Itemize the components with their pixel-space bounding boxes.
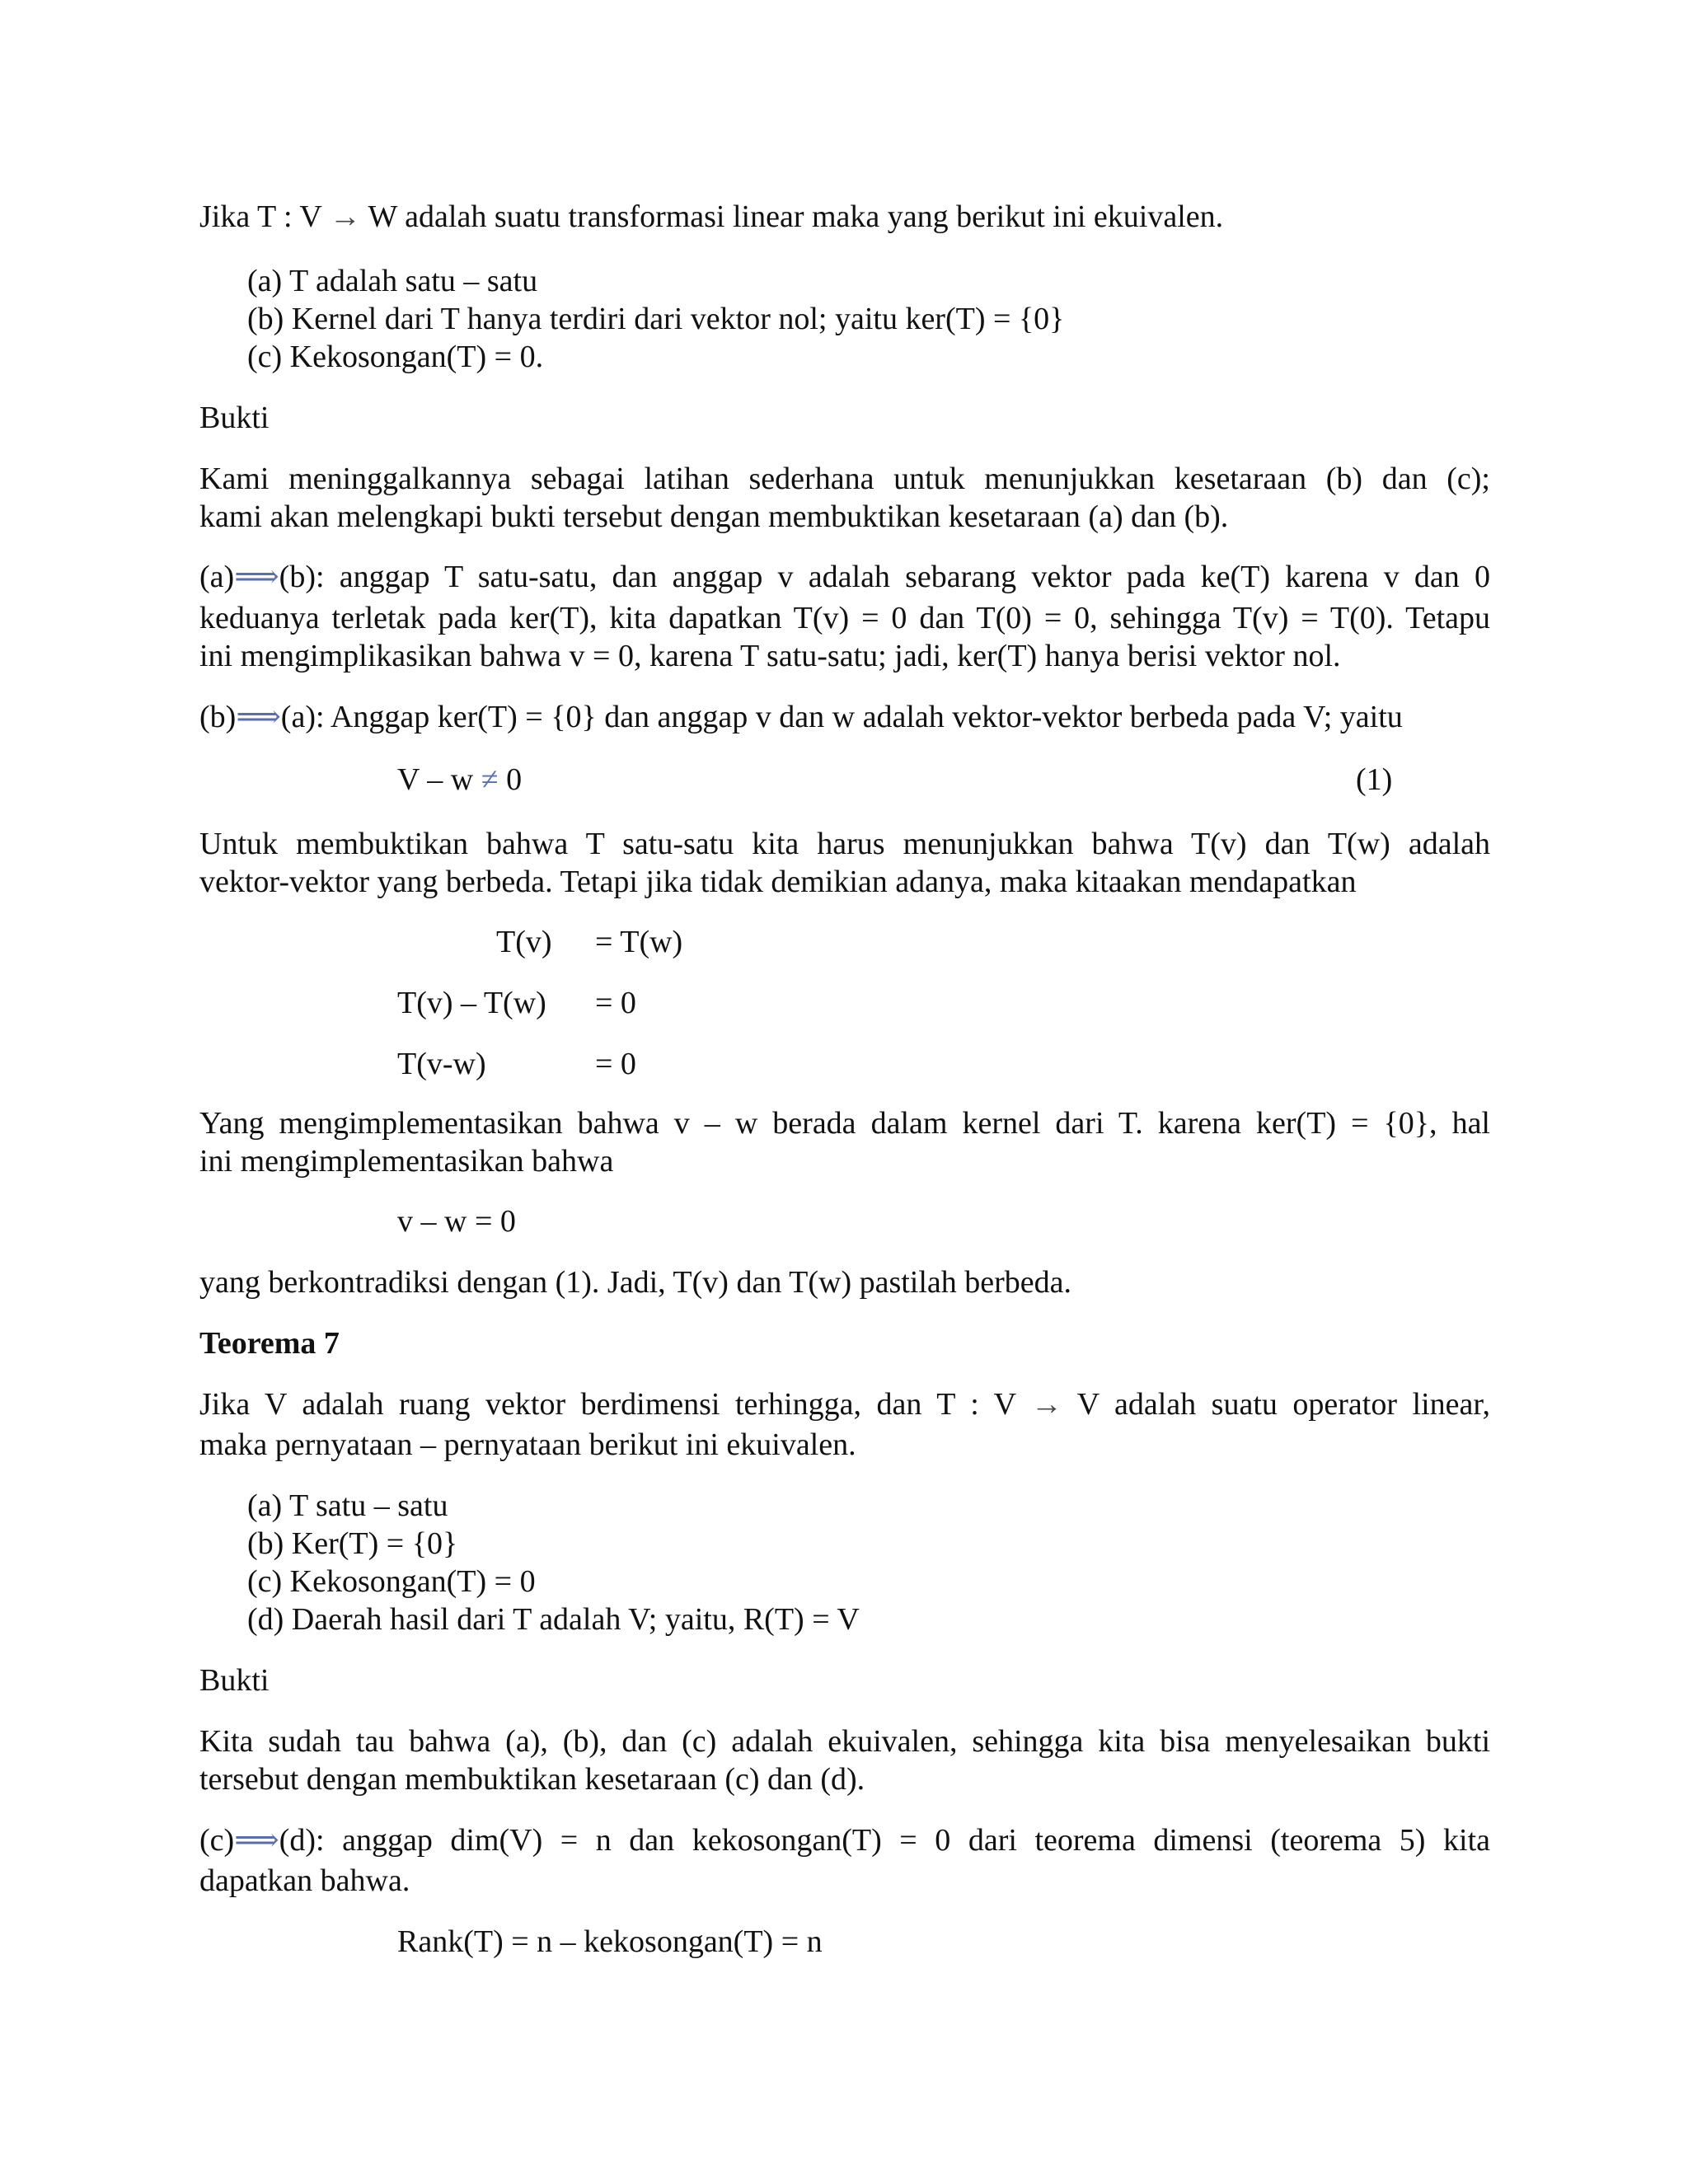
implies-symbol: ⟹ (234, 560, 279, 594)
paragraph-line: maka pernyataan – pernyataan berikut ini ekuivalen. (199, 1427, 856, 1462)
equation-lhs: T(v) (496, 925, 552, 959)
list-item: (d) Daerah hasil dari T adalah V; yaitu, R(T) = V (247, 1602, 860, 1637)
proof-heading: Bukti (199, 401, 270, 435)
equation-rhs: = 0 (595, 1047, 636, 1081)
equation-lhs: T(v-w) (397, 1047, 486, 1081)
paragraph-line: Yang mengimplementasikan bahwa v – w berada dalam kernel dari T. karena ker(T) = {0}, hal (199, 1106, 1490, 1141)
equation: Rank(T) = n – kekosongan(T) = n (397, 1924, 823, 1959)
paragraph-line: dapatkan bahwa. (199, 1863, 410, 1898)
equation-lhs: T(v) – T(w) (397, 986, 546, 1020)
paragraph-line: vektor-vektor yang berbeda. Tetapi jika tidak demikian adanya, maka kitaakan mendapatkan (199, 865, 1357, 899)
equation-rhs: = T(w) (595, 925, 683, 959)
paragraph-line: Kita sudah tau bahwa (a), (b), dan (c) adalah ekuivalen, sehingga kita bisa menyelesaikan bukti (199, 1724, 1490, 1759)
list-item: (c) Kekosongan(T) = 0 (247, 1564, 536, 1599)
arrow-symbol: → (1030, 1387, 1062, 1422)
equation: V – w ≠ 0 (397, 762, 523, 797)
list-item: (b) Ker(T) = {0} (247, 1526, 458, 1561)
arrow-symbol: → (329, 199, 361, 234)
paragraph-line: (b)⟹(a): Anggap ker(T) = {0} dan anggap v dan w adalah vektor-vektor berbeda pada V; yaitu (199, 700, 1403, 734)
paragraph-line: Jika V adalah ruang vektor berdimensi terhingga, dan T : V → V adalah suatu operator linear, (199, 1387, 1490, 1422)
paragraph-line: kami akan melengkapi bukti tersebut dengan membuktikan kesetaraan (a) dan (b). (199, 499, 1229, 534)
theorem-heading: Teorema 7 (199, 1326, 340, 1361)
paragraph-line: Kami meninggalkannya sebagai latihan sederhana untuk menunjukkan kesetaraan (b) dan (c); (199, 462, 1490, 496)
not-equal-symbol: ≠ (481, 762, 499, 797)
list-item: (c) Kekosongan(T) = 0. (247, 340, 544, 374)
intro-line: Jika T : V → W adalah suatu transformasi linear maka yang berikut ini ekuivalen. (199, 199, 1224, 234)
list-item: (a) T adalah satu – satu (247, 264, 538, 298)
list-item: (b) Kernel dari T hanya terdiri dari vektor nol; yaitu ker(T) = {0} (247, 302, 1065, 336)
paragraph-line: Untuk membuktikan bahwa T satu-satu kita harus menunjukkan bahwa T(v) dan T(w) adalah (199, 827, 1490, 861)
equation-number: (1) (1356, 762, 1393, 797)
list-item: (a) T satu – satu (247, 1488, 448, 1523)
equation-rhs: = 0 (595, 986, 636, 1020)
paragraph-line: ini mengimplementasikan bahwa (199, 1144, 614, 1179)
paragraph-line: tersebut dengan membuktikan kesetaraan (c) dan (d). (199, 1762, 865, 1797)
paragraph-line: keduanya terletak pada ker(T), kita dapatkan T(v) = 0 dan T(0) = 0, sehingga T(v) = T(0). Tetapu (199, 601, 1490, 635)
equation: v – w = 0 (397, 1204, 516, 1239)
paragraph-line: (c)⟹(d): anggap dim(V) = n dan kekosongan(T) = 0 dari teorema dimensi (teorema 5) kita (199, 1823, 1490, 1858)
paragraph-line: yang berkontradiksi dengan (1). Jadi, T(v) dan T(w) pastilah berbeda. (199, 1265, 1072, 1300)
paragraph-line: (a)⟹(b): anggap T satu-satu, dan anggap v adalah sebarang vektor pada ke(T) karena v dan 0 (199, 560, 1490, 594)
implies-symbol: ⟹ (234, 1823, 279, 1858)
proof-heading: Bukti (199, 1663, 270, 1698)
paragraph-line: ini mengimplikasikan bahwa v = 0, karena T satu-satu; jadi, ker(T) hanya berisi vektor nol. (199, 639, 1341, 673)
implies-symbol: ⟹ (236, 700, 281, 734)
